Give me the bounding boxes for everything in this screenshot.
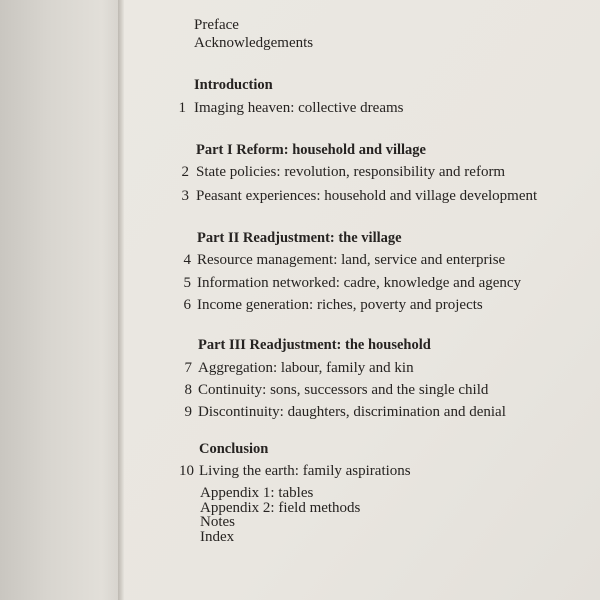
chapter-number: 10	[179, 463, 194, 479]
back-matter-notes: Notes	[200, 514, 235, 530]
chapter-title: Aggregation: labour, family and kin	[198, 360, 414, 376]
chapter-number: 4	[183, 252, 191, 268]
back-matter-appendix-1: Appendix 1: tables	[200, 485, 314, 501]
section-heading-part-3: Part III Readjustment: the household	[198, 337, 431, 353]
chapter-number: 2	[181, 164, 189, 180]
chapter-title: State policies: revolution, responsibility and reform	[196, 164, 506, 180]
chapter-number: 7	[184, 360, 192, 376]
chapter-title: Resource management: land, service and enterprise	[197, 252, 506, 268]
back-matter-index: Index	[200, 529, 235, 545]
section-heading-part-1: Part I Reform: household and village	[196, 142, 426, 158]
chapter-number: 6	[183, 297, 191, 313]
chapter-number: 1	[178, 100, 186, 116]
chapter-number: 5	[183, 275, 191, 291]
chapter-title: Peasant experiences: household and village development	[196, 188, 538, 204]
front-matter-acknowledgements: Acknowledgements	[194, 35, 314, 51]
chapter-number: 8	[184, 382, 192, 398]
front-matter-preface: Preface	[194, 17, 239, 33]
section-heading-introduction: Introduction	[194, 77, 273, 93]
back-matter-appendix-2: Appendix 2: field methods	[200, 500, 361, 516]
section-heading-part-2: Part II Readjustment: the village	[197, 230, 402, 246]
section-heading-conclusion: Conclusion	[199, 441, 269, 457]
chapter-title: Continuity: sons, successors and the single child	[198, 382, 489, 398]
chapter-title: Information networked: cadre, knowledge and agency	[197, 275, 522, 291]
chapter-number: 3	[181, 188, 189, 204]
chapter-number: 9	[184, 404, 192, 420]
chapter-title: Living the earth: family aspirations	[199, 463, 411, 479]
chapter-title: Discontinuity: daughters, discrimination and denial	[198, 404, 506, 420]
chapter-title: Imaging heaven: collective dreams	[194, 100, 404, 116]
chapter-title: Income generation: riches, poverty and projects	[197, 297, 483, 313]
